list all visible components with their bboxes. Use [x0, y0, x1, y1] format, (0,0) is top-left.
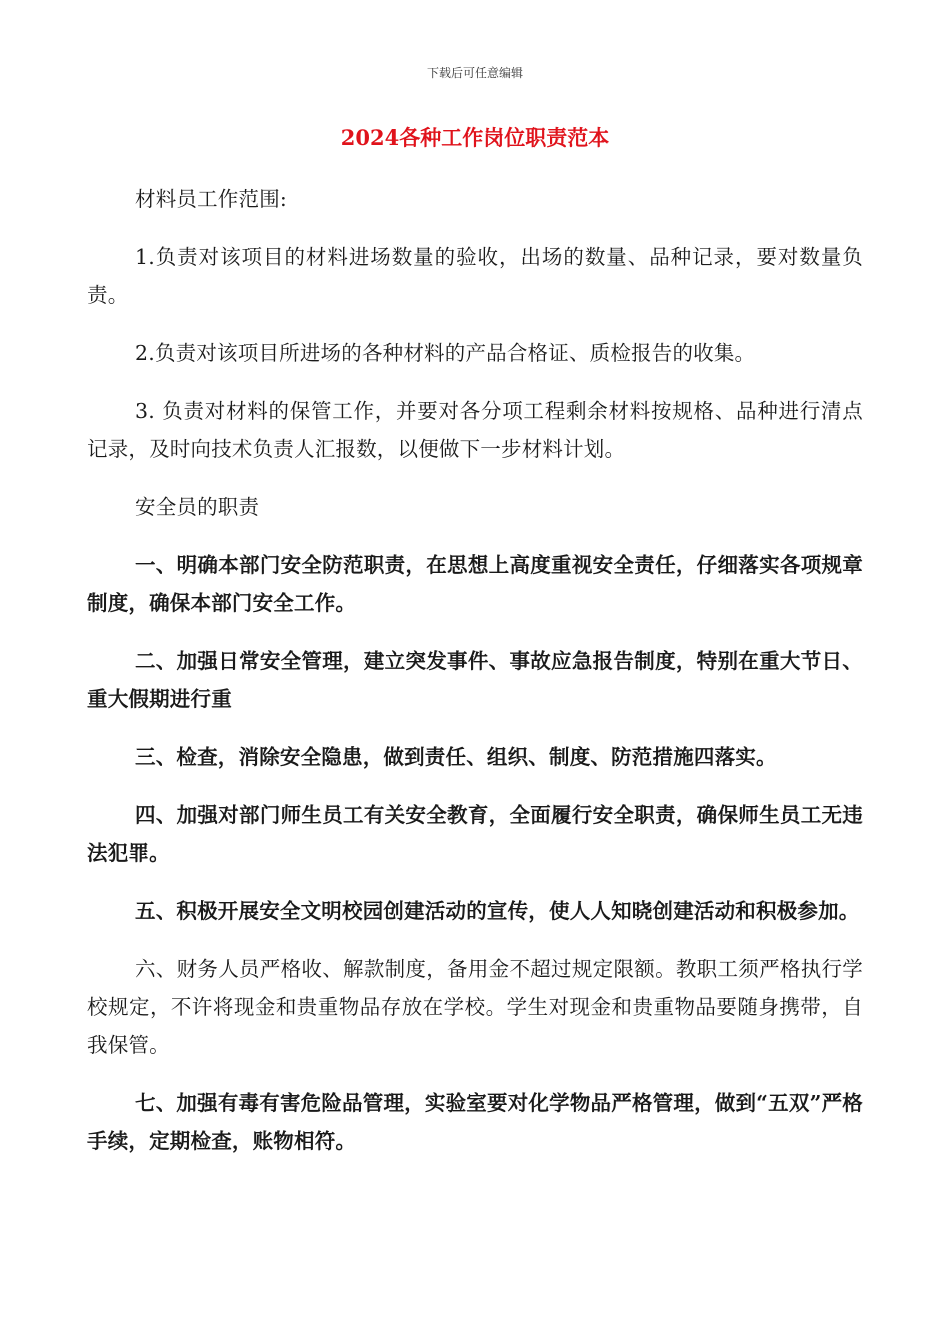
paragraph-materials-item-2: 2.负责对该项目所进场的各种材料的产品合格证、质检报告的收集。	[135, 341, 756, 365]
paragraph-safety-item-7: 七、加强有毒有害危险品管理，实验室要对化学物品严格管理，做到“五双”严格手续，定期检查，账物相符。	[87, 1091, 863, 1153]
paragraph-safety-item-4: 四、加强对部门师生员工有关安全教育，全面履行安全职责，确保师生员工无违法犯罪。	[87, 803, 863, 865]
paragraph-materials-heading: 材料员工作范围:	[135, 187, 288, 211]
paragraph-materials-item-1: 1.负责对该项目的材料进场数量的验收，出场的数量、品种记录，要对数量负责。	[87, 245, 863, 307]
paragraph-safety-item-1: 一、明确本部门安全防范职责，在思想上高度重视安全责任，仔细落实各项规章制度，确保本部门安全工作。	[87, 553, 863, 615]
paragraph-safety-item-3: 三、检查，消除安全隐患，做到责任、组织、制度、防范措施四落实。	[135, 745, 777, 769]
paragraph-safety-item-6: 六、财务人员严格收、解款制度，备用金不超过规定限额。教职工须严格执行学校规定，不许将现金和贵重物品存放在学校。学生对现金和贵重物品要随身携带，自我保管。	[87, 957, 863, 1057]
paragraph-materials-item-3: 3. 负责对材料的保管工作，并要对各分项工程剩余材料按规格、品种进行清点记录，及时向技术负责人汇报数，以便做下一步材料计划。	[87, 399, 863, 461]
paragraph-safety-heading: 安全员的职责	[135, 495, 260, 519]
header-note: 下载后可任意编辑	[426, 66, 523, 80]
document-title: 2024各种工作岗位职责范本	[340, 125, 610, 150]
paragraph-safety-item-5: 五、积极开展安全文明校园创建活动的宣传，使人人知晓创建活动和积极参加。	[135, 899, 860, 923]
paragraph-safety-item-2: 二、加强日常安全管理，建立突发事件、事故应急报告制度，特别在重大节日、重大假期进行重	[87, 649, 863, 711]
document-body	[87, 180, 863, 1180]
